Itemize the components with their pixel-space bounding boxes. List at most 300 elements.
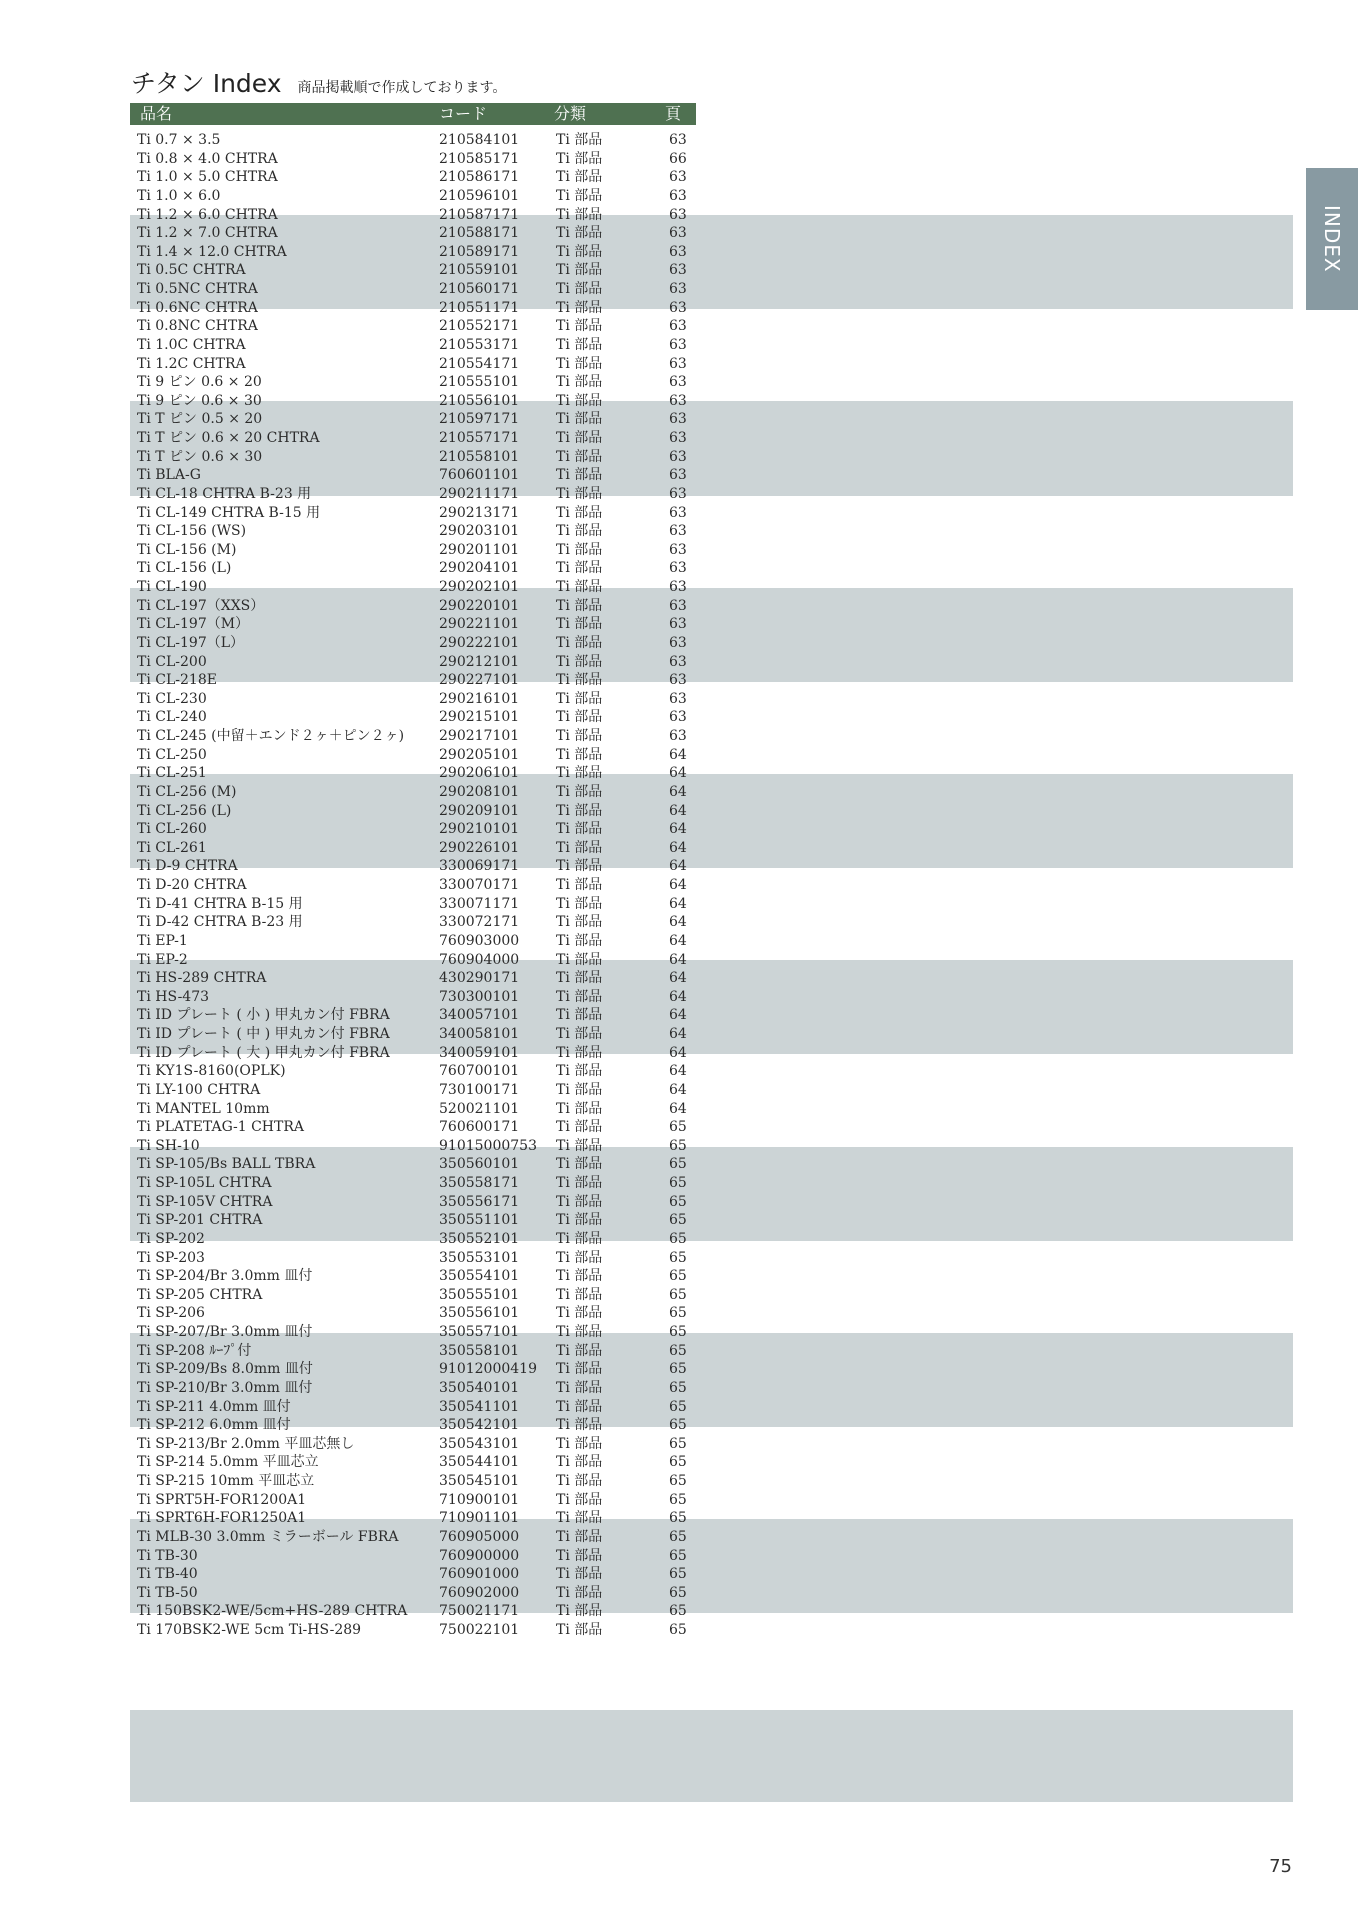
item-page: 65 xyxy=(669,1230,687,1247)
table-row xyxy=(0,1398,1358,1417)
table-row xyxy=(0,951,1358,970)
item-page: 65 xyxy=(669,1342,687,1359)
item-page: 63 xyxy=(669,523,687,540)
column-header-code: コード xyxy=(439,104,488,123)
item-category: Ti 部品 xyxy=(556,1268,603,1285)
item-name: Ti CL-256 (M) xyxy=(137,783,237,800)
item-name: Ti CL-218E xyxy=(137,672,217,689)
item-name: Ti CL-197（M） xyxy=(137,616,250,633)
table-row xyxy=(0,1621,1358,1640)
item-name: Ti 1.0C CHTRA xyxy=(137,336,246,353)
item-page: 64 xyxy=(669,802,687,819)
table-row xyxy=(0,1565,1358,1584)
item-page: 63 xyxy=(669,225,687,242)
table-row xyxy=(0,522,1358,541)
item-name: Ti SP-203 xyxy=(137,1249,205,1266)
item-category: Ti 部品 xyxy=(556,206,603,223)
table-row xyxy=(0,392,1358,411)
item-name: Ti 9 ピン 0.6 × 30 xyxy=(137,392,262,409)
table-row xyxy=(0,1230,1358,1249)
item-category: Ti 部品 xyxy=(556,448,603,465)
item-code: 350558171 xyxy=(439,1175,520,1191)
table-row xyxy=(0,839,1358,858)
table-row xyxy=(0,820,1358,839)
item-page: 64 xyxy=(669,839,687,856)
item-name: Ti SP-209/Bs 8.0mm 皿付 xyxy=(137,1361,313,1378)
item-category: Ti 部品 xyxy=(556,988,603,1005)
page-number: 75 xyxy=(1269,1856,1292,1877)
item-name: Ti 1.0 × 5.0 CHTRA xyxy=(137,169,278,186)
item-code: 290221101 xyxy=(439,616,520,633)
item-code: 290226101 xyxy=(439,839,520,856)
table-row xyxy=(0,1509,1358,1528)
item-code: 290222101 xyxy=(439,634,520,651)
item-name: Ti 150BSK2-WE/5cm+HS-289 CHTRA xyxy=(137,1603,408,1620)
item-page: 64 xyxy=(669,951,687,968)
item-page: 64 xyxy=(669,877,687,893)
item-code: 760600171 xyxy=(439,1119,520,1136)
item-name: Ti SPRT6H-FOR1250A1 xyxy=(137,1510,307,1527)
item-page: 63 xyxy=(669,709,687,726)
item-name: Ti 0.7 × 3.5 xyxy=(137,132,221,148)
item-name: Ti EP-1 xyxy=(137,932,188,949)
item-name: Ti HS-473 xyxy=(137,988,210,1005)
item-category: Ti 部品 xyxy=(556,951,603,968)
item-category: Ti 部品 xyxy=(556,243,603,260)
table-row xyxy=(0,1379,1358,1398)
item-page: 63 xyxy=(669,169,687,186)
item-page: 65 xyxy=(669,1417,687,1434)
item-category: Ti 部品 xyxy=(556,1324,603,1340)
table-row xyxy=(0,261,1358,280)
item-name: Ti ID プレート ( 小 ) 甲丸カン付 FBRA xyxy=(137,1007,390,1024)
item-code: 350560101 xyxy=(439,1156,520,1173)
item-category: Ti 部品 xyxy=(556,765,603,782)
item-category: Ti 部品 xyxy=(556,1454,603,1471)
item-name: Ti CL-156 (M) xyxy=(137,541,237,558)
item-page: 63 xyxy=(669,430,687,446)
item-page: 64 xyxy=(669,1026,687,1042)
item-category: Ti 部品 xyxy=(556,318,603,335)
table-row xyxy=(0,1062,1358,1081)
item-name: Ti CL-261 xyxy=(137,839,207,856)
item-code: 210585171 xyxy=(439,150,520,167)
item-name: Ti T ピン 0.6 × 30 xyxy=(137,448,263,465)
item-category: Ti 部品 xyxy=(556,1584,603,1601)
item-code: 210587171 xyxy=(439,206,520,223)
table-row xyxy=(0,168,1358,187)
item-name: Ti KY1S-8160(OPLK) xyxy=(137,1063,286,1080)
item-code: 210552171 xyxy=(439,318,520,335)
item-name: Ti CL-149 CHTRA B-15 用 xyxy=(137,504,321,521)
item-code: 91012000419 xyxy=(439,1361,537,1378)
item-name: Ti CL-250 xyxy=(137,746,207,763)
item-page: 65 xyxy=(669,1603,687,1620)
table-row xyxy=(0,429,1358,448)
item-name: Ti CL-240 xyxy=(137,709,207,726)
item-code: 210556101 xyxy=(439,392,520,409)
item-category: Ti 部品 xyxy=(556,783,603,800)
item-category: Ti 部品 xyxy=(556,1286,603,1303)
item-code: 710901101 xyxy=(439,1510,520,1527)
item-name: Ti ID プレート ( 大 ) 甲丸カン付 FBRA xyxy=(137,1044,390,1061)
table-row xyxy=(0,1211,1358,1230)
item-page: 63 xyxy=(669,467,687,484)
item-page: 63 xyxy=(669,299,687,316)
table-row xyxy=(0,876,1358,895)
item-category: Ti 部品 xyxy=(556,1417,603,1434)
item-page: 64 xyxy=(669,914,687,931)
table-row xyxy=(0,802,1358,821)
item-page: 64 xyxy=(669,1100,687,1117)
item-page: 65 xyxy=(669,1175,687,1191)
column-header-page: 頁 xyxy=(665,104,682,123)
table-row xyxy=(0,671,1358,690)
item-page: 64 xyxy=(669,895,687,912)
item-code: 350553101 xyxy=(439,1249,520,1266)
item-page: 65 xyxy=(669,1286,687,1303)
table-row xyxy=(0,727,1358,746)
table-row xyxy=(0,597,1358,616)
item-category: Ti 部品 xyxy=(556,467,603,484)
item-code: 340059101 xyxy=(439,1044,520,1061)
item-category: Ti 部品 xyxy=(556,1361,603,1378)
item-page: 63 xyxy=(669,336,687,353)
item-category: Ti 部品 xyxy=(556,1491,603,1508)
table-row xyxy=(0,932,1358,951)
item-page: 65 xyxy=(669,1361,687,1378)
item-code: 760901000 xyxy=(439,1566,520,1583)
item-code: 210588171 xyxy=(439,225,520,242)
item-category: Ti 部品 xyxy=(556,1137,603,1154)
item-code: 210557171 xyxy=(439,430,520,446)
item-code: 350544101 xyxy=(439,1454,520,1471)
table-row xyxy=(0,355,1358,374)
item-category: Ti 部品 xyxy=(556,523,603,540)
item-category: Ti 部品 xyxy=(556,541,603,558)
table-row xyxy=(0,1249,1358,1268)
item-code: 290215101 xyxy=(439,709,520,726)
item-code: 290220101 xyxy=(439,597,520,614)
item-code: 760902000 xyxy=(439,1584,520,1601)
item-code: 210589171 xyxy=(439,243,520,260)
item-page: 64 xyxy=(669,970,687,987)
item-category: Ti 部品 xyxy=(556,560,603,577)
item-code: 760903000 xyxy=(439,932,520,949)
item-name: Ti 0.6NC CHTRA xyxy=(137,299,258,316)
item-code: 290212101 xyxy=(439,653,520,670)
item-code: 350556171 xyxy=(439,1193,520,1210)
item-page: 63 xyxy=(669,262,687,279)
table-row xyxy=(0,1323,1358,1342)
item-name: Ti SP-210/Br 3.0mm 皿付 xyxy=(137,1379,313,1396)
item-name: Ti 1.2C CHTRA xyxy=(137,355,246,372)
table-row xyxy=(0,708,1358,727)
item-page: 64 xyxy=(669,1063,687,1080)
table-row xyxy=(0,1491,1358,1510)
item-name: Ti 0.5C CHTRA xyxy=(137,262,246,279)
table-row xyxy=(0,1602,1358,1621)
item-category: Ti 部品 xyxy=(556,1193,603,1210)
item-page: 63 xyxy=(669,132,687,148)
index-title: チタン Index xyxy=(131,69,282,98)
item-name: Ti 0.5NC CHTRA xyxy=(137,281,258,297)
item-category: Ti 部品 xyxy=(556,672,603,689)
item-name: Ti CL-197（XXS） xyxy=(137,597,265,614)
item-name: Ti MANTEL 10mm xyxy=(137,1100,270,1117)
table-row xyxy=(0,1267,1358,1286)
item-code: 290227101 xyxy=(439,672,520,689)
item-category: Ti 部品 xyxy=(556,1528,603,1545)
item-category: Ti 部品 xyxy=(556,504,603,521)
item-page: 63 xyxy=(669,616,687,633)
item-name: Ti SP-208 ﾙｰﾌﾟ付 xyxy=(137,1342,252,1359)
item-code: 210554171 xyxy=(439,355,520,372)
item-category: Ti 部品 xyxy=(556,877,603,893)
item-name: Ti ID プレート ( 中 ) 甲丸カン付 FBRA xyxy=(137,1026,390,1042)
item-page: 64 xyxy=(669,1081,687,1098)
item-name: Ti CL-197（L） xyxy=(137,634,245,651)
item-name: Ti CL-190 xyxy=(137,579,207,595)
index-side-tab-label: INDEX xyxy=(1320,205,1344,273)
item-category: Ti 部品 xyxy=(556,262,603,279)
item-name: Ti T ピン 0.6 × 20 CHTRA xyxy=(137,430,320,446)
item-category: Ti 部品 xyxy=(556,169,603,186)
table-row xyxy=(0,131,1358,150)
item-code: 760900000 xyxy=(439,1547,520,1564)
table-row xyxy=(0,187,1358,206)
item-name: Ti D-9 CHTRA xyxy=(137,858,238,875)
table-row xyxy=(0,448,1358,467)
item-code: 330072171 xyxy=(439,914,520,931)
item-page: 64 xyxy=(669,821,687,838)
item-code: 520021101 xyxy=(439,1100,520,1117)
item-code: 710900101 xyxy=(439,1491,520,1508)
item-category: Ti 部品 xyxy=(556,485,603,502)
item-category: Ti 部品 xyxy=(556,858,603,875)
item-page: 65 xyxy=(669,1137,687,1154)
item-category: Ti 部品 xyxy=(556,839,603,856)
item-category: Ti 部品 xyxy=(556,355,603,372)
item-name: Ti SP-211 4.0mm 皿付 xyxy=(137,1398,291,1415)
item-page: 64 xyxy=(669,783,687,800)
item-page: 66 xyxy=(669,150,687,167)
item-code: 750021171 xyxy=(439,1603,520,1620)
table-row xyxy=(0,541,1358,560)
item-name: Ti 1.4 × 12.0 CHTRA xyxy=(137,243,287,260)
item-name: Ti SP-201 CHTRA xyxy=(137,1212,263,1229)
item-name: Ti TB-40 xyxy=(137,1566,198,1583)
item-name: Ti SP-204/Br 3.0mm 皿付 xyxy=(137,1268,313,1285)
item-name: Ti SP-105L CHTRA xyxy=(137,1175,272,1191)
table-row xyxy=(0,1342,1358,1361)
item-page: 65 xyxy=(669,1435,687,1452)
item-code: 330069171 xyxy=(439,858,520,875)
table-row xyxy=(0,1453,1358,1472)
item-category: Ti 部品 xyxy=(556,1398,603,1415)
item-page: 63 xyxy=(669,579,687,595)
item-code: 350552101 xyxy=(439,1230,520,1247)
item-page: 63 xyxy=(669,672,687,689)
item-page: 65 xyxy=(669,1193,687,1210)
item-name: Ti CL-156 (L) xyxy=(137,560,232,577)
item-page: 63 xyxy=(669,374,687,391)
item-name: Ti CL-230 xyxy=(137,690,207,707)
item-code: 290205101 xyxy=(439,746,520,763)
item-page: 65 xyxy=(669,1491,687,1508)
item-category: Ti 部品 xyxy=(556,187,603,204)
item-code: 290208101 xyxy=(439,783,520,800)
item-category: Ti 部品 xyxy=(556,1342,603,1359)
table-row xyxy=(0,1100,1358,1119)
item-page: 64 xyxy=(669,765,687,782)
item-category: Ti 部品 xyxy=(556,1622,603,1638)
item-category: Ti 部品 xyxy=(556,616,603,633)
table-row xyxy=(0,336,1358,355)
item-category: Ti 部品 xyxy=(556,1379,603,1396)
item-name: Ti D-41 CHTRA B-15 用 xyxy=(137,895,303,912)
item-category: Ti 部品 xyxy=(556,1119,603,1136)
table-row xyxy=(0,317,1358,336)
item-name: Ti SP-105V CHTRA xyxy=(137,1193,273,1210)
item-name: Ti SPRT5H-FOR1200A1 xyxy=(137,1491,307,1508)
item-page: 63 xyxy=(669,281,687,297)
item-category: Ti 部品 xyxy=(556,1175,603,1191)
item-category: Ti 部品 xyxy=(556,299,603,316)
item-name: Ti 0.8 × 4.0 CHTRA xyxy=(137,150,278,167)
item-category: Ti 部品 xyxy=(556,1249,603,1266)
column-header-category: 分類 xyxy=(554,104,587,123)
table-header xyxy=(130,103,696,125)
item-page: 63 xyxy=(669,728,687,744)
table-row xyxy=(0,1044,1358,1063)
item-page: 63 xyxy=(669,355,687,372)
table-row xyxy=(0,913,1358,932)
item-name: Ti CL-256 (L) xyxy=(137,802,232,819)
table-row xyxy=(0,1547,1358,1566)
item-code: 290204101 xyxy=(439,560,520,577)
table-row xyxy=(0,206,1358,225)
item-category: Ti 部品 xyxy=(556,225,603,242)
table-row xyxy=(0,1006,1358,1025)
item-category: Ti 部品 xyxy=(556,932,603,949)
item-category: Ti 部品 xyxy=(556,653,603,670)
item-category: Ti 部品 xyxy=(556,690,603,707)
table-row xyxy=(0,578,1358,597)
item-code: 350557101 xyxy=(439,1324,520,1340)
table-row xyxy=(0,243,1358,262)
item-name: Ti CL-156 (WS) xyxy=(137,523,247,540)
item-category: Ti 部品 xyxy=(556,634,603,651)
item-code: 340058101 xyxy=(439,1026,520,1042)
item-code: 350540101 xyxy=(439,1379,520,1396)
table-row xyxy=(0,1360,1358,1379)
item-name: Ti D-42 CHTRA B-23 用 xyxy=(137,914,303,931)
item-page: 63 xyxy=(669,634,687,651)
bottom-panel xyxy=(130,1710,1293,1802)
item-category: Ti 部品 xyxy=(556,411,603,428)
table-row xyxy=(0,485,1358,504)
item-category: Ti 部品 xyxy=(556,709,603,726)
item-code: 350543101 xyxy=(439,1435,520,1452)
table-row xyxy=(0,653,1358,672)
item-category: Ti 部品 xyxy=(556,746,603,763)
table-row xyxy=(0,615,1358,634)
item-category: Ti 部品 xyxy=(556,728,603,744)
item-category: Ti 部品 xyxy=(556,802,603,819)
item-page: 63 xyxy=(669,187,687,204)
item-code: 210553171 xyxy=(439,336,520,353)
item-code: 210551171 xyxy=(439,299,520,316)
item-page: 64 xyxy=(669,746,687,763)
item-name: Ti TB-30 xyxy=(137,1547,198,1564)
item-name: Ti D-20 CHTRA xyxy=(137,877,247,893)
item-name: Ti 9 ピン 0.6 × 20 xyxy=(137,374,262,391)
item-category: Ti 部品 xyxy=(556,1566,603,1583)
item-category: Ti 部品 xyxy=(556,970,603,987)
item-category: Ti 部品 xyxy=(556,374,603,391)
item-code: 350558101 xyxy=(439,1342,520,1359)
item-name: Ti SP-214 5.0mm 平皿芯立 xyxy=(137,1454,319,1471)
item-page: 64 xyxy=(669,988,687,1005)
item-name: Ti CL-200 xyxy=(137,653,207,670)
item-code: 760905000 xyxy=(439,1528,520,1545)
item-page: 63 xyxy=(669,206,687,223)
item-category: Ti 部品 xyxy=(556,1473,603,1489)
item-page: 65 xyxy=(669,1454,687,1471)
index-side-tab[interactable] xyxy=(1306,168,1358,310)
item-page: 64 xyxy=(669,932,687,949)
item-name: Ti MLB-30 3.0mm ミラーボール FBRA xyxy=(137,1528,399,1545)
item-code: 350545101 xyxy=(439,1473,520,1489)
item-code: 210586171 xyxy=(439,169,520,186)
item-page: 64 xyxy=(669,858,687,875)
item-code: 350555101 xyxy=(439,1286,520,1303)
table-row xyxy=(0,1472,1358,1491)
table-row xyxy=(0,224,1358,243)
item-code: 210596101 xyxy=(439,187,520,204)
item-name: Ti 1.0 × 6.0 xyxy=(137,187,221,204)
item-category: Ti 部品 xyxy=(556,1026,603,1042)
item-name: Ti SP-105/Bs BALL TBRA xyxy=(137,1156,316,1173)
item-code: 430290171 xyxy=(439,970,520,987)
item-category: Ti 部品 xyxy=(556,821,603,838)
item-code: 330071171 xyxy=(439,895,520,912)
item-code: 350554101 xyxy=(439,1268,520,1285)
item-page: 65 xyxy=(669,1584,687,1601)
item-category: Ti 部品 xyxy=(556,1547,603,1564)
item-code: 290201101 xyxy=(439,541,520,558)
table-row xyxy=(0,504,1358,523)
table-row xyxy=(0,1286,1358,1305)
item-code: 350551101 xyxy=(439,1212,520,1229)
table-row xyxy=(0,373,1358,392)
table-row xyxy=(0,150,1358,169)
item-page: 65 xyxy=(669,1547,687,1564)
item-code: 210597171 xyxy=(439,411,520,428)
item-category: Ti 部品 xyxy=(556,1603,603,1620)
item-name: Ti T ピン 0.5 × 20 xyxy=(137,411,263,428)
item-code: 210559101 xyxy=(439,262,520,279)
item-code: 290209101 xyxy=(439,802,520,819)
table-row xyxy=(0,1528,1358,1547)
table-row xyxy=(0,410,1358,429)
item-page: 65 xyxy=(669,1268,687,1285)
table-row xyxy=(0,559,1358,578)
item-name: Ti BLA-G xyxy=(137,467,201,484)
item-name: Ti 170BSK2-WE 5cm Ti-HS-289 xyxy=(137,1622,362,1638)
item-code: 290217101 xyxy=(439,728,520,744)
